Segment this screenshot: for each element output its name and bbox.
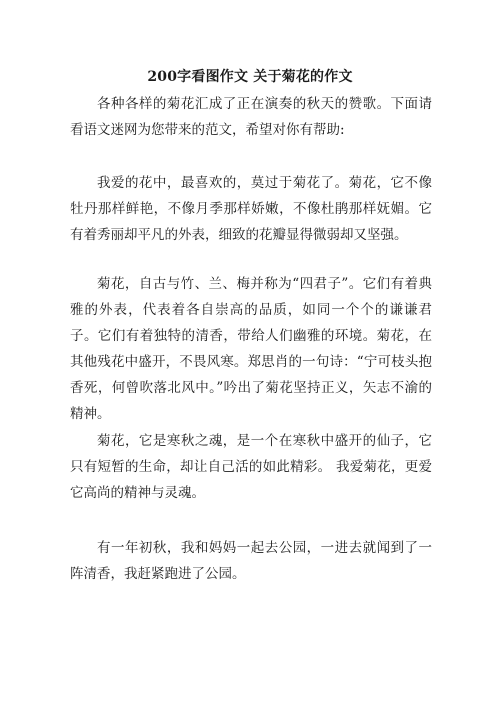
document-title: 200字看图作文 关于菊花的作文 xyxy=(147,69,353,85)
body-paragraph-3: 菊花，它是寒秋之魂，是一个在寒秋中盛开的仙子，它只有短暂的生命，却让自己活的如此精彩。 我爱菊花，更爱它高尚的精神与灵魂。 xyxy=(70,433,432,501)
body-paragraph-2: 菊花，自古与竹、兰、梅并称为“四君子”。它们有着典雅的外表，代表着各自崇高的品质，如同一个个的谦谦君子。它们有着独特的清香，带给人们幽雅的环境。菊花，在其他残花中盛开，不畏风寒。郑思肖的一句诗：“宁可枝头抱香死，何曾吹落北风中。”吟出了菊花坚持正义，矢志不渝的精神。 xyxy=(70,276,432,422)
body-paragraph-1: 我爱的花中，最喜欢的，莫过于菊花了。菊花，它不像牡丹那样鲜艳，不像月季那样娇嫩，不像杜鹃那样妩媚。它有着秀丽却平凡的外表，细致的花瓣显得微弱却又坚强。 xyxy=(70,175,432,243)
body-paragraph-4: 有一年初秋，我和妈妈一起去公园，一进去就闻到了一阵清香，我赶紧跑进了公园。 xyxy=(70,540,432,582)
intro-paragraph: 各种各样的菊花汇成了正在演奏的秋天的赞歌。下面请看语文迷网为您带来的范文，希望对你有帮助: xyxy=(70,96,432,138)
